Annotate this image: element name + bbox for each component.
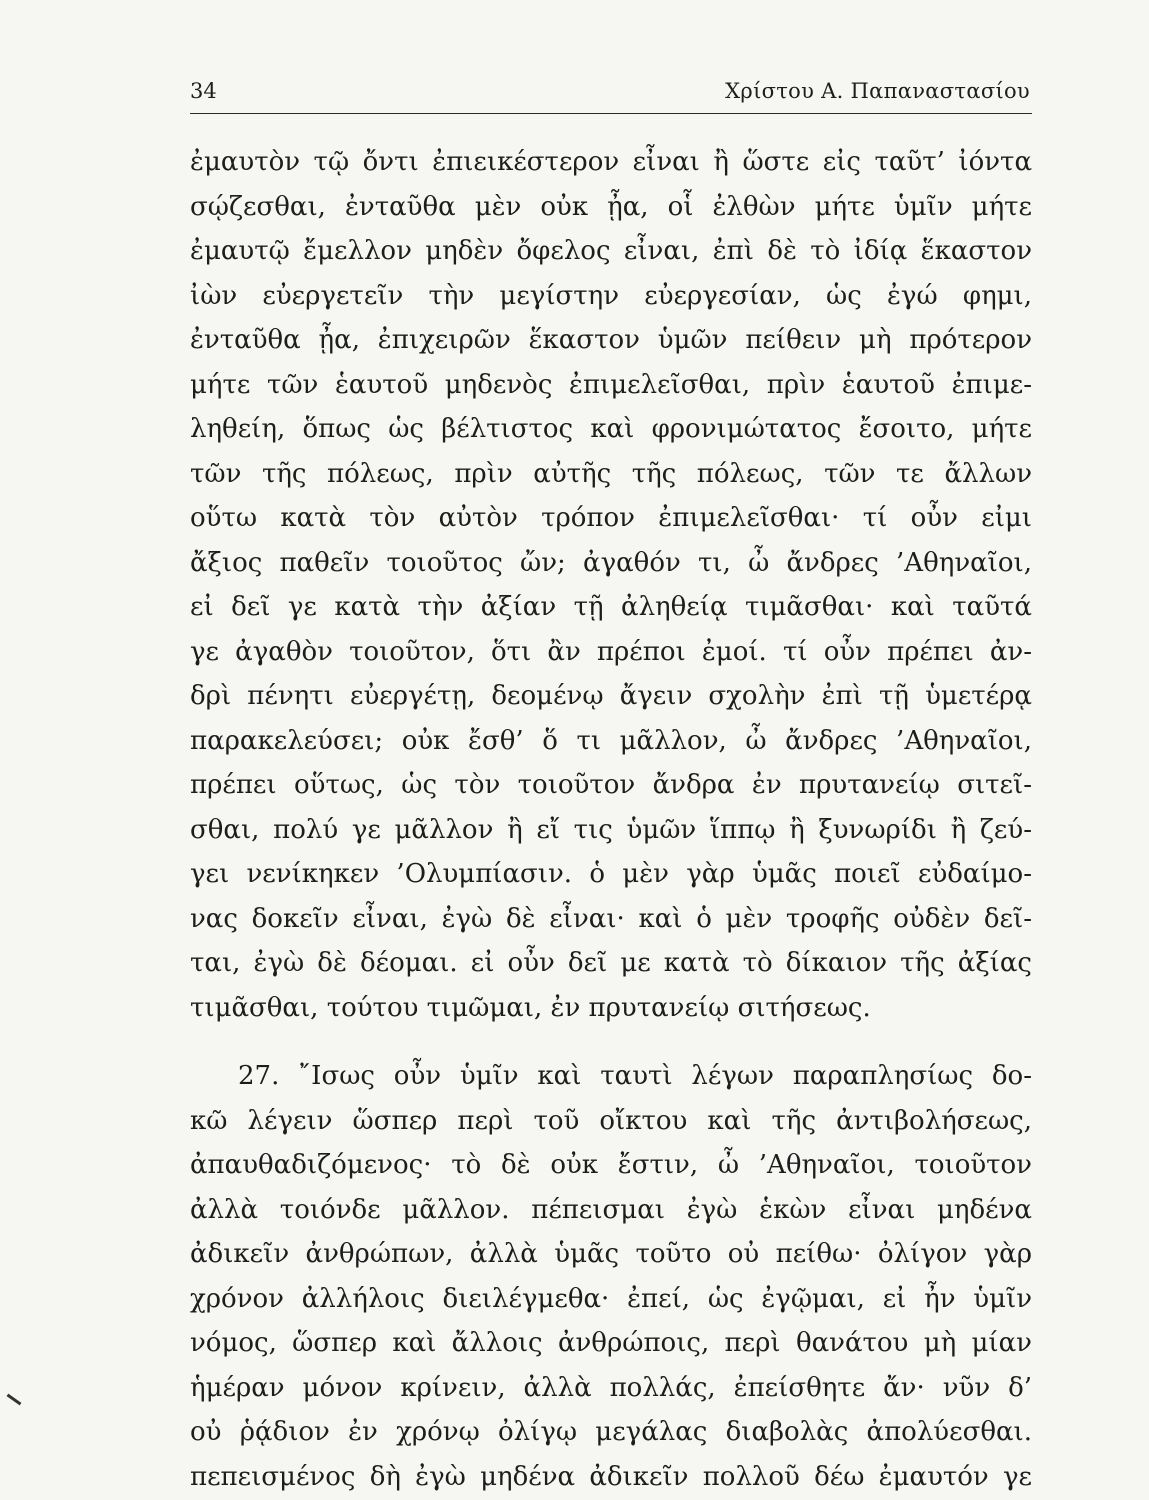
text-line: τῶν τῆς πόλεως, πρὶν αὐτῆς τῆς πόλεως, τῶν τε ἄλλων [190,458,1032,489]
text-line: εἰ δεῖ γε κατὰ τὴν ἀξίαν τῇ ἀληθείᾳ τιμᾶσθαι· καὶ ταῦτά [190,592,1032,622]
text-line: ἐμαυτὸν τῷ ὄντι ἐπιεικέστερον εἶναι ἢ ὥστε εἰς ταῦτ’ ἰόντα [190,147,1032,177]
text-line: ἀδικεῖν ἀνθρώπων, ἀλλὰ ὑμᾶς τοῦτο οὐ πείθω· ὀλίγον γὰρ [190,1239,1032,1269]
text-line: χρόνον ἀλλήλοις διειλέγμεθα· ἐπεί, ὡς ἐγῷμαι, εἰ ἦν ὑμῖν [190,1283,1032,1314]
paragraph-2 [190,1054,1032,1499]
text-line: κῶ λέγειν ὥσπερ περὶ τοῦ οἴκτου καὶ τῆς ἀντιβολήσεως, [190,1105,1032,1136]
text-line: ἀλλὰ τοιόνδε μᾶλλον. πέπεισμαι ἐγὼ ἑκὼν εἶναι μηδένα [190,1194,1032,1225]
page-header [190,76,1030,112]
text-line: οὕτω κατὰ τὸν αὐτὸν τρόπον ἐπιμελεῖσθαι· τί οὖν εἰμι [190,503,1032,533]
header-rule [190,113,1032,114]
text-line: ἡμέραν μόνον κρίνειν, ἀλλὰ πολλάς, ἐπείσθητε ἄν· νῦν δ’ [190,1372,1032,1403]
text-line: νόμος, ὥσπερ καὶ ἄλλοις ἀνθρώποις, περὶ θανάτου μὴ μίαν [190,1328,1032,1358]
text-line: γε ἀγαθὸν τοιοῦτον, ὅτι ἂν πρέποι ἐμοί. τί οὖν πρέπει ἀν- [190,636,1032,667]
text-line: τιμᾶσθαι, τούτου τιμῶμαι, ἐν πρυτανείῳ σιτήσεως. [190,992,871,1023]
text-line: ται, ἐγὼ δὲ δέομαι. εἰ οὖν δεῖ με κατὰ τὸ δίκαιον τῆς ἀξίας [190,948,1032,978]
text-line: ληθείη, ὅπως ὡς βέλτιστος καὶ φρονιμώτατος ἔσοιτο, μήτε [190,414,1032,444]
text-line: δρὶ πένητι εὐεργέτῃ, δεομένῳ ἄγειν σχολὴν ἐπὶ τῇ ὑμετέρᾳ [190,681,1032,711]
scan-mark [7,1394,22,1406]
text-line: μήτε τῶν ἑαυτοῦ μηδενὸς ἐπιμελεῖσθαι, πρὶν ἑαυτοῦ ἐπιμε- [190,369,1032,400]
running-title: Χρίστου Α. Παπαναστασίου [725,79,1030,103]
page-number: 34 [190,79,217,103]
text-line: νας δοκεῖν εἶναι, ἐγὼ δὲ εἶναι· καὶ ὁ μὲν τροφῆς οὐδὲν δεῖ- [190,903,1032,934]
text-line: ἰὼν εὐεργετεῖν τὴν μεγίστην εὐεργεσίαν, ὡς ἐγώ φημι, [190,280,1032,311]
text-line: γει νενίκηκεν ’Ολυμπίασιν. ὁ μὲν γὰρ ὑμᾶς ποιεῖ εὐδαίμο- [190,859,1032,889]
text-line: πεπεισμένος δὴ ἐγὼ μηδένα ἀδικεῖν πολλοῦ δέω ἐμαυτόν γε [190,1461,1032,1492]
text-line: σθαι, πολύ γε μᾶλλον ἢ εἴ τις ὑμῶν ἵππῳ ἢ ξυνωρίδι ἢ ζεύ- [190,814,1032,845]
text-line: οὐ ῥᾴδιον ἐν χρόνῳ ὀλίγῳ μεγάλας διαβολὰς ἀπολύεσθαι. [190,1417,1032,1447]
text-line: ἐμαυτῷ ἔμελλον μηδὲν ὄφελος εἶναι, ἐπὶ δὲ τὸ ἰδίᾳ ἕκαστον [190,236,1032,266]
text-line: ἄξιος παθεῖν τοιοῦτος ὤν; ἀγαθόν τι, ὦ ἄνδρες ’Αθηναῖοι, [190,547,1032,578]
text-line: ἐνταῦθα ᾖα, ἐπιχειρῶν ἕκαστον ὑμῶν πείθειν μὴ πρότερον [190,325,1032,355]
text-line: ἀπαυθαδιζόμενος· τὸ δὲ οὐκ ἔστιν, ὦ ’Αθηναῖοι, τοιοῦτον [190,1150,1032,1180]
text-line: πρέπει οὕτως, ὡς τὸν τοιοῦτον ἄνδρα ἐν πρυτανείῳ σιτεῖ- [190,770,1032,800]
body-text [190,140,1032,1499]
text-line: σῴζεσθαι, ἐνταῦθα μὲν οὐκ ᾖα, οἷ ἐλθὼν μήτε ὑμῖν μήτε [190,191,1032,222]
text-line: παρακελεύσει; οὐκ ἔσθ’ ὅ τι μᾶλλον, ὦ ἄνδρες ’Αθηναῖοι, [190,725,1032,756]
text-line: 27. ῎Ισως οὖν ὑμῖν καὶ ταυτὶ λέγων παραπλησίως δο- [238,1061,1032,1091]
paragraph-gap [190,1030,1032,1054]
paragraph-1 [190,140,1032,1030]
